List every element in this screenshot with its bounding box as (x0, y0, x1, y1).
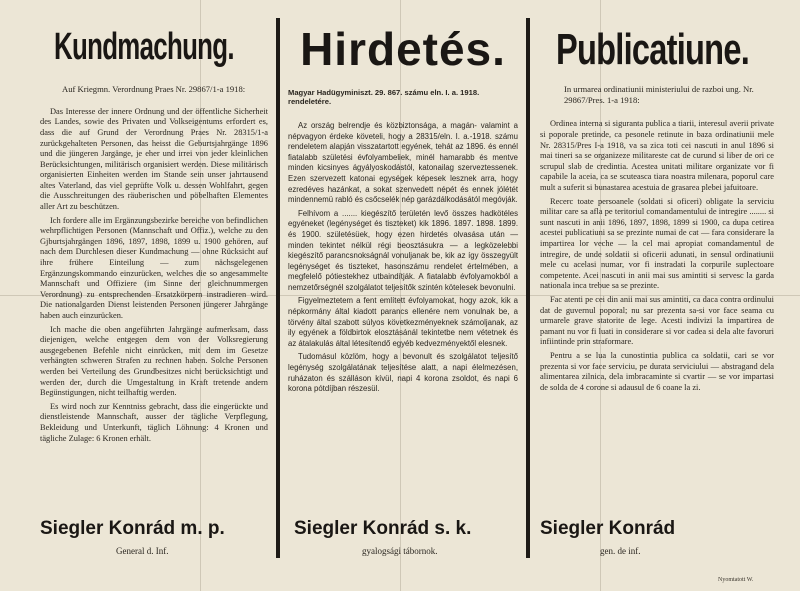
romanian-column (540, 18, 774, 396)
german-title: Kundmachung. (54, 26, 234, 68)
german-subtitle: Auf Kriegmn. Verordnung Praes Nr. 29867/1-a 1918: (62, 84, 246, 94)
hungarian-column (288, 18, 518, 398)
hungarian-signature-role: gyalogsági tábornok. (362, 546, 438, 556)
hungarian-subtitle: Magyar Hadügyminiszt. 29. 867. számu eln. I. a. 1918. rendeletére. (288, 88, 480, 107)
romanian-title: Publicatiune. (556, 25, 750, 74)
romanian-paragraph: Fac atenti pe cei din anii mai sus amintiti, ca daca contra ordinului dat de guvernul poporal; nu sar prezenta sa-si vor face seama cu urmarele grave statorite de lege. Acesti indivizi la impartirea de pamant nu vor fi luati in considerare si vor cadea si dela alte favoruri infiintinde prin straformare. (540, 294, 774, 347)
hungarian-paragraph: Figyelmeztetem a fent említett évfolyamokat, hogy azok, kik a népkormány által kiadott parancs ellenére nem vonulnak be, a törvény által szabott súlyos következményeknek számoljanak, az ily egyének a földbirtok elosztásánál tekintetbe nem vétetnek és az átalakulás által létesítendő egyéb kedvezményektől elesnek. (288, 296, 518, 348)
german-paragraph: Das Interesse der innere Ordnung und der öffentliche Sicherheit des Landes, sowie des Privaten und Volkseigentums erfordert es, dass die auf Grund der Verordnung Praes Nr. 28315/1-a zurückgehalteten Personen, das heisst die Geburtsjahrgänge 1896 und die jüngeren Jargänge, je eher und irrei von jeder kleinlichen Berücksichtungen, militärisch organisiert werden. Diese militärisch organisierten Einheiten werden im Stande sein unser jahrtausend altes Vaterland, das viel geprüfte Volk u. dessen Wohlfahrt, gegen die Ausschreitungen des räuberischen und pöbelhaften Elementes aller Art zu beschützen. (40, 106, 268, 212)
romanian-signature-role: gen. de inf. (600, 546, 641, 556)
printer-mark: Nyomtatott W. (718, 577, 754, 583)
german-paragraph: Es wird noch zur Kenntniss gebracht, dass die eingerückte und dienstleistende Mannschaft, ausser der tägliche Verpflegung, Bekleidung und Unterkunft, täglich Löhnung: 4 Kronen und tägliche Zulage: 6 Kronen erhält. (40, 401, 268, 443)
german-body (40, 107, 268, 444)
hungarian-signature: Siegler Konrád s. k. (294, 518, 472, 539)
romanian-paragraph: Pentru a se lua la cunostintia publica ca soldatii, cari se vor prezenta si vor face serviciu, pe durata serviciului — abstragand dela alimentarea zilnica, dela imbracaminte si cvartir — se vor impartasi de solda de 4 corone si adausul de 6 coane la zi. (540, 350, 774, 392)
german-signature: Siegler Konrád m. p. (40, 518, 225, 539)
column-divider (276, 18, 280, 558)
hungarian-paragraph: Felhívom a ....... kiegészítő területén levő összes hadkötéles egyéneket (legénységet és tiszteket) kik 1896. 1897. 1898. 1899. és 1900. születésüek, hogy ezen hirdetés olvasása után — minden tekintet nélkül régi beosztásukra — a legközelebbi kiegészítő parancsnokságnál vonuljanak be, kik az így összegyült legénységet és tiszteket, hasonszámu rendelet értelmében, a megfelelő pótiestekhez utbaindítják. A fiatalabb évfolyamokból a nemzetőrségnél szolgálatot teljesítők szintén kötelesek bevonulni. (288, 208, 518, 292)
column-divider (526, 18, 530, 558)
romanian-signature: Siegler Konrád (540, 518, 676, 539)
romanian-subtitle: In urmarea ordinatiunii ministeriului de razboi ung. Nr. 29867/Pres. 1-a 1918: (564, 84, 754, 105)
romanian-paragraph: Ordinea interna si siguranta publica a tiarii, interesul averii private si poporale pretinde, ca pesonele retinute in baza ordinatiunii mele Nr. 28315/Pres I-a 1918, va sa zica toti cei nascuti in anul 1896 si mai tineri sa se organizeze militareste cat de curund si liber de ori ce scrupul slab de credintia. Acestea unitati militare organizate vor fi capabile la aceia, ca se scuteasca tiara noastra milenara, poporul care mult a suferit si bunastarea acestuia de grasarea plebei jafuitoare. (540, 119, 774, 193)
hungarian-body (288, 121, 518, 395)
german-column (40, 18, 268, 447)
german-signature-role: General d. Inf. (116, 546, 169, 556)
german-paragraph: Ich mache die oben angeführten Jahrgänge aufmerksam, dass diejenigen, welche entgegen dem von der Volksregierung ausgegebenen Befehle nicht einrücken, mit dem im Gesetze verhängten schweren Strafen zu rechnen haben. Solche Personen werden bei Verteilung des Grundbesitzes nicht berücksichtigt und werden der, durch die Umgestaltung in Kraft tretende andern Begünstigungen, nicht teilhaftig werden. (40, 324, 268, 398)
hungarian-paragraph: Az ország belrendje és közbiztonsága, a magán- valamint a népvagyon érdeke követeli, hogy a 28315/eln. I. a.-1918. számu rendeletem alapján visszatartott egyének, tehát az 1896. és ennél fiatalabb születési évfolyambeliek, minél hamarabb és mentve minden kicsinyes ágyályoskodástól, katonailag szerveztessenek. Ezen szervezett katonai egységek képesek lesznek arra, hogy ezredéves hazánkat, a sokat szenvedett népét és ennek jólétét mindennemü rabló és csőcselék nép garázdálkodásától megóvják. (288, 120, 518, 205)
romanian-body (540, 119, 774, 393)
hungarian-title: Hirdetés. (300, 23, 506, 75)
hungarian-paragraph: Tudomásul közlöm, hogy a bevonult és szolgálatot teljesítő legénység szolgálatának teljesítése alatt, a napi élelmezésen, ruházaton és szálláson kívül, napi 4 korona zsoldot, és napi 6 korona pótdíjban részesül. (288, 352, 518, 394)
german-paragraph: Ich fordere alle im Ergänzungsbezirke bereiche von befindlichen wehrpflichtigen Personen (Mannschaft und Offiz.), welche zu den Gjburtsjahrgängen 1896, 1897, 1898, 1899 u. 1900 gehören, auf nach dem Durchlesen dieser Kundmachung — ohne Rücksicht auf ihre frühere Einteilung — zum nächsgelegenen Ergänzungskommando einzurücken, welches die so angesammelte Mannschaft und Offiziere (im Sinne der gleichnummergen Verordnung) zu entsprechenden Ersatzkörpern instradieren wird. Die nationalgarden Dienst leistenden Personen jüngerer Jahrgänge haben auch einzurücken. (40, 215, 268, 321)
romanian-paragraph: Recerc toate persoanele (soldati si oficeri) obligate la serviciu militar care sa afla pe teritoriul comandamentului de intregire ........ si sunt nascuti in anii 1896, 1897, 1898, 1899 si 1900, ca dupa cetirea acestei publicatiuni sa se prezinte numai de cat — fara considerare la impartirea lor veche — la cel mai apropiat comandamentul de intregire, de unde soldatii si oficerii adunati, in sensul ordinatiunii mele cu acelasi numar, vor fi instradati la corpurile suplectoare competente. Acei nascuti in anii mai sus amintiti si servesc la garda nationala inca trebue sa se prezinte. (540, 196, 774, 291)
